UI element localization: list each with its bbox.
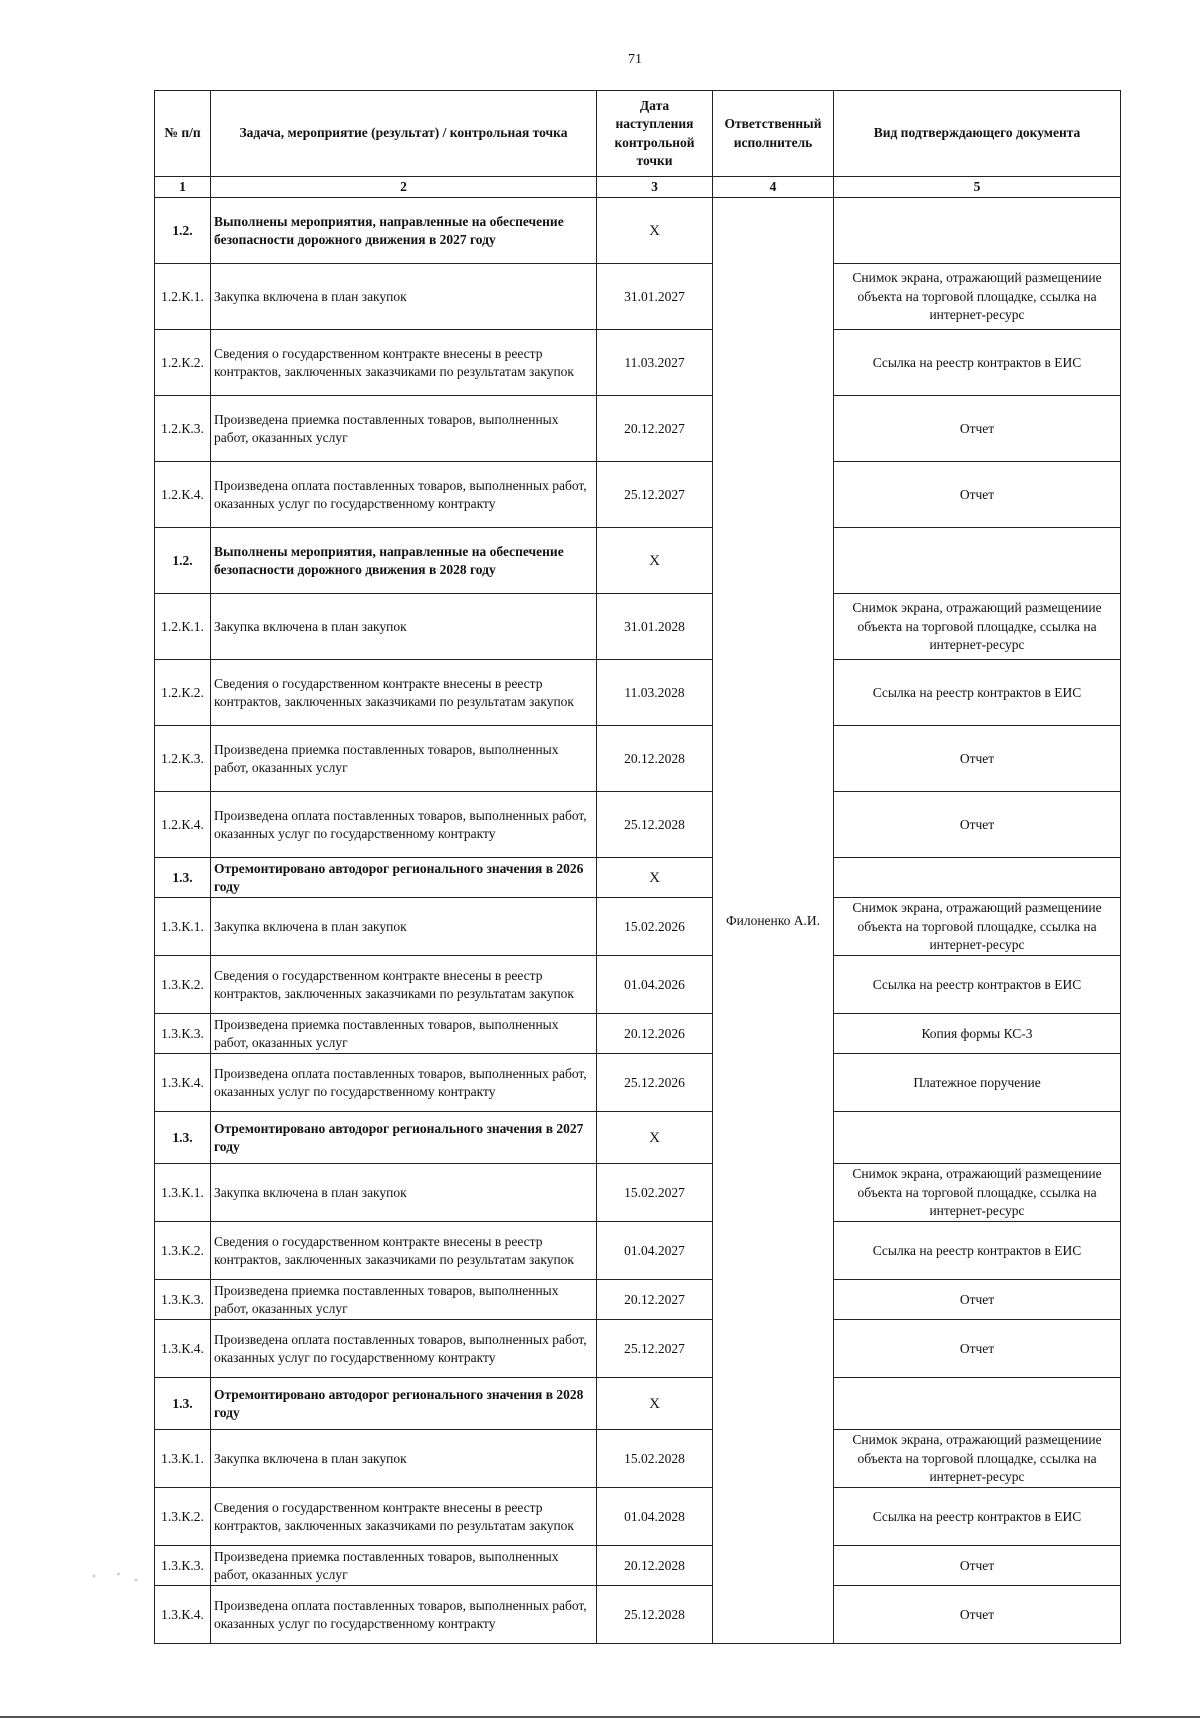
row-document: Отчет — [834, 1546, 1121, 1586]
row-task: Сведения о государственном контракте внесены в реестр контрактов, заключенных заказчиками по результатам закупок — [211, 1222, 597, 1280]
row-date: 20.12.2028 — [597, 1546, 713, 1586]
row-date: 20.12.2027 — [597, 1280, 713, 1320]
control-point-row — [155, 898, 1121, 956]
row-date: 01.04.2027 — [597, 1222, 713, 1280]
header-responsible: Ответственный исполнитель — [713, 91, 834, 177]
row-number: 1.2.К.3. — [155, 396, 211, 462]
row-document: Отчет — [834, 462, 1121, 528]
row-number: 1.3.К.3. — [155, 1546, 211, 1586]
control-point-row — [155, 1280, 1121, 1320]
row-task: Закупка включена в план закупок — [211, 1430, 597, 1488]
row-number: 1.2.К.2. — [155, 660, 211, 726]
row-number: 1.2.К.3. — [155, 726, 211, 792]
row-task: Произведена оплата поставленных товаров, выполненных работ, оказанных услуг по государственному контракту — [211, 1054, 597, 1112]
column-number: 4 — [713, 177, 834, 198]
row-task: Произведена приемка поставленных товаров, выполненных работ, оказанных услуг — [211, 1546, 597, 1586]
row-number: 1.2.К.4. — [155, 462, 211, 528]
control-point-row — [155, 660, 1121, 726]
row-date: 15.02.2027 — [597, 1164, 713, 1222]
scan-artifact — [80, 1566, 150, 1586]
row-document: Ссылка на реестр контрактов в ЕИС — [834, 956, 1121, 1014]
row-date: 11.03.2027 — [597, 330, 713, 396]
row-document — [834, 528, 1121, 594]
row-task: Закупка включена в план закупок — [211, 898, 597, 956]
control-point-row — [155, 792, 1121, 858]
row-number: 1.3.К.4. — [155, 1586, 211, 1644]
row-date: 25.12.2026 — [597, 1054, 713, 1112]
row-task: Сведения о государственном контракте внесены в реестр контрактов, заключенных заказчиками по результатам закупок — [211, 660, 597, 726]
row-date: 25.12.2027 — [597, 462, 713, 528]
column-number: 1 — [155, 177, 211, 198]
row-date: 25.12.2028 — [597, 1586, 713, 1644]
row-task: Отремонтировано автодорог регионального значения в 2027 году — [211, 1112, 597, 1164]
row-document: Отчет — [834, 792, 1121, 858]
control-point-row — [155, 1546, 1121, 1586]
row-document: Ссылка на реестр контрактов в ЕИС — [834, 1488, 1121, 1546]
row-document: Отчет — [834, 726, 1121, 792]
row-number: 1.2. — [155, 528, 211, 594]
control-point-row — [155, 1320, 1121, 1378]
row-task: Сведения о государственном контракте внесены в реестр контрактов, заключенных заказчиками по результатам закупок — [211, 956, 597, 1014]
row-date: 20.12.2028 — [597, 726, 713, 792]
row-document — [834, 1112, 1121, 1164]
control-point-row — [155, 1014, 1121, 1054]
control-point-row — [155, 726, 1121, 792]
row-document: Снимок экрана, отражающий размещениие объекта на торговой площадке, ссылка на интернет-ресурс — [834, 264, 1121, 330]
scan-edge-line — [0, 1716, 1200, 1718]
row-document: Ссылка на реестр контрактов в ЕИС — [834, 1222, 1121, 1280]
row-number: 1.3.К.3. — [155, 1014, 211, 1054]
row-task: Закупка включена в план закупок — [211, 594, 597, 660]
control-point-row — [155, 1054, 1121, 1112]
row-date: X — [597, 1378, 713, 1430]
row-task: Произведена приемка поставленных товаров, выполненных работ, оказанных услуг — [211, 1014, 597, 1054]
row-number: 1.3.К.2. — [155, 1488, 211, 1546]
table-header-row — [155, 91, 1121, 177]
control-point-row — [155, 1222, 1121, 1280]
control-point-row — [155, 1164, 1121, 1222]
row-task: Произведена приемка поставленных товаров, выполненных работ, оказанных услуг — [211, 1280, 597, 1320]
row-document: Ссылка на реестр контрактов в ЕИС — [834, 330, 1121, 396]
row-task: Произведена приемка поставленных товаров, выполненных работ, оказанных услуг — [211, 726, 597, 792]
row-date: X — [597, 528, 713, 594]
control-points-table — [154, 90, 1121, 1644]
row-number: 1.3. — [155, 1112, 211, 1164]
header-task: Задача, мероприятие (результат) / контрольная точка — [211, 91, 597, 177]
row-document — [834, 858, 1121, 898]
row-document — [834, 1378, 1121, 1430]
header-number: № п/п — [155, 91, 211, 177]
row-date: 25.12.2028 — [597, 792, 713, 858]
row-number: 1.3.К.2. — [155, 1222, 211, 1280]
header-document: Вид подтверждающего документа — [834, 91, 1121, 177]
row-task: Сведения о государственном контракте внесены в реестр контрактов, заключенных заказчиками по результатам закупок — [211, 330, 597, 396]
row-date: 15.02.2028 — [597, 1430, 713, 1488]
column-number: 3 — [597, 177, 713, 198]
row-document: Снимок экрана, отражающий размещениие объекта на торговой площадке, ссылка на интернет-ресурс — [834, 594, 1121, 660]
row-document: Снимок экрана, отражающий размещениие объекта на торговой площадке, ссылка на интернет-ресурс — [834, 898, 1121, 956]
row-number: 1.3. — [155, 858, 211, 898]
control-point-row — [155, 330, 1121, 396]
row-task: Сведения о государственном контракте внесены в реестр контрактов, заключенных заказчиками по результатам закупок — [211, 1488, 597, 1546]
row-date: 01.04.2028 — [597, 1488, 713, 1546]
row-date: 31.01.2027 — [597, 264, 713, 330]
row-number: 1.3.К.3. — [155, 1280, 211, 1320]
row-document: Платежное поручение — [834, 1054, 1121, 1112]
row-number: 1.3.К.2. — [155, 956, 211, 1014]
row-number: 1.2. — [155, 198, 211, 264]
row-task: Отремонтировано автодорог регионального значения в 2026 году — [211, 858, 597, 898]
header-date: Дата наступления контрольной точки — [597, 91, 713, 177]
column-number-row — [155, 177, 1121, 198]
task-row — [155, 858, 1121, 898]
row-task: Выполнены мероприятия, направленные на обеспечение безопасности дорожного движения в 2027 году — [211, 198, 597, 264]
row-document: Отчет — [834, 1586, 1121, 1644]
row-date: X — [597, 1112, 713, 1164]
row-date: 20.12.2027 — [597, 396, 713, 462]
control-point-row — [155, 594, 1121, 660]
row-number: 1.2.К.2. — [155, 330, 211, 396]
row-date: 25.12.2027 — [597, 1320, 713, 1378]
row-number: 1.3.К.1. — [155, 1164, 211, 1222]
task-row — [155, 198, 1121, 264]
row-date: 11.03.2028 — [597, 660, 713, 726]
row-number: 1.2.К.1. — [155, 264, 211, 330]
row-number: 1.2.К.1. — [155, 594, 211, 660]
row-task: Произведена оплата поставленных товаров, выполненных работ, оказанных услуг по государственному контракту — [211, 1320, 597, 1378]
control-point-row — [155, 956, 1121, 1014]
table-body — [155, 198, 1121, 1644]
row-document: Отчет — [834, 1320, 1121, 1378]
column-number: 5 — [834, 177, 1121, 198]
row-date: 31.01.2028 — [597, 594, 713, 660]
row-date: 01.04.2026 — [597, 956, 713, 1014]
row-date: X — [597, 858, 713, 898]
row-document: Снимок экрана, отражающий размещениие объекта на торговой площадке, ссылка на интернет-ресурс — [834, 1164, 1121, 1222]
row-task: Выполнены мероприятия, направленные на обеспечение безопасности дорожного движения в 2028 году — [211, 528, 597, 594]
row-number: 1.2.К.4. — [155, 792, 211, 858]
row-date: 20.12.2026 — [597, 1014, 713, 1054]
row-task: Произведена оплата поставленных товаров, выполненных работ, оказанных услуг по государственному контракту — [211, 1586, 597, 1644]
control-point-row — [155, 264, 1121, 330]
row-date: X — [597, 198, 713, 264]
row-task: Произведена оплата поставленных товаров, выполненных работ, оказанных услуг по государственному контракту — [211, 462, 597, 528]
row-number: 1.3.К.1. — [155, 898, 211, 956]
row-document: Отчет — [834, 1280, 1121, 1320]
row-task: Произведена приемка поставленных товаров, выполненных работ, оказанных услуг — [211, 396, 597, 462]
row-document: Снимок экрана, отражающий размещениие объекта на торговой площадке, ссылка на интернет-ресурс — [834, 1430, 1121, 1488]
row-task: Отремонтировано автодорог регионального значения в 2028 году — [211, 1378, 597, 1430]
control-point-row — [155, 1488, 1121, 1546]
control-point-row — [155, 462, 1121, 528]
row-document: Копия формы КС-3 — [834, 1014, 1121, 1054]
row-number: 1.3.К.1. — [155, 1430, 211, 1488]
row-date: 15.02.2026 — [597, 898, 713, 956]
responsible-executor: Филоненко А.И. — [713, 198, 834, 1644]
task-row — [155, 528, 1121, 594]
row-task: Произведена оплата поставленных товаров, выполненных работ, оказанных услуг по государственному контракту — [211, 792, 597, 858]
row-document: Ссылка на реестр контрактов в ЕИС — [834, 660, 1121, 726]
page-number: 71 — [628, 52, 642, 67]
row-task: Закупка включена в план закупок — [211, 1164, 597, 1222]
control-point-row — [155, 396, 1121, 462]
row-document — [834, 198, 1121, 264]
row-task: Закупка включена в план закупок — [211, 264, 597, 330]
task-row — [155, 1378, 1121, 1430]
row-document: Отчет — [834, 396, 1121, 462]
task-row — [155, 1112, 1121, 1164]
row-number: 1.3. — [155, 1378, 211, 1430]
row-number: 1.3.К.4. — [155, 1054, 211, 1112]
column-number: 2 — [211, 177, 597, 198]
row-number: 1.3.К.4. — [155, 1320, 211, 1378]
control-point-row — [155, 1586, 1121, 1644]
control-point-row — [155, 1430, 1121, 1488]
